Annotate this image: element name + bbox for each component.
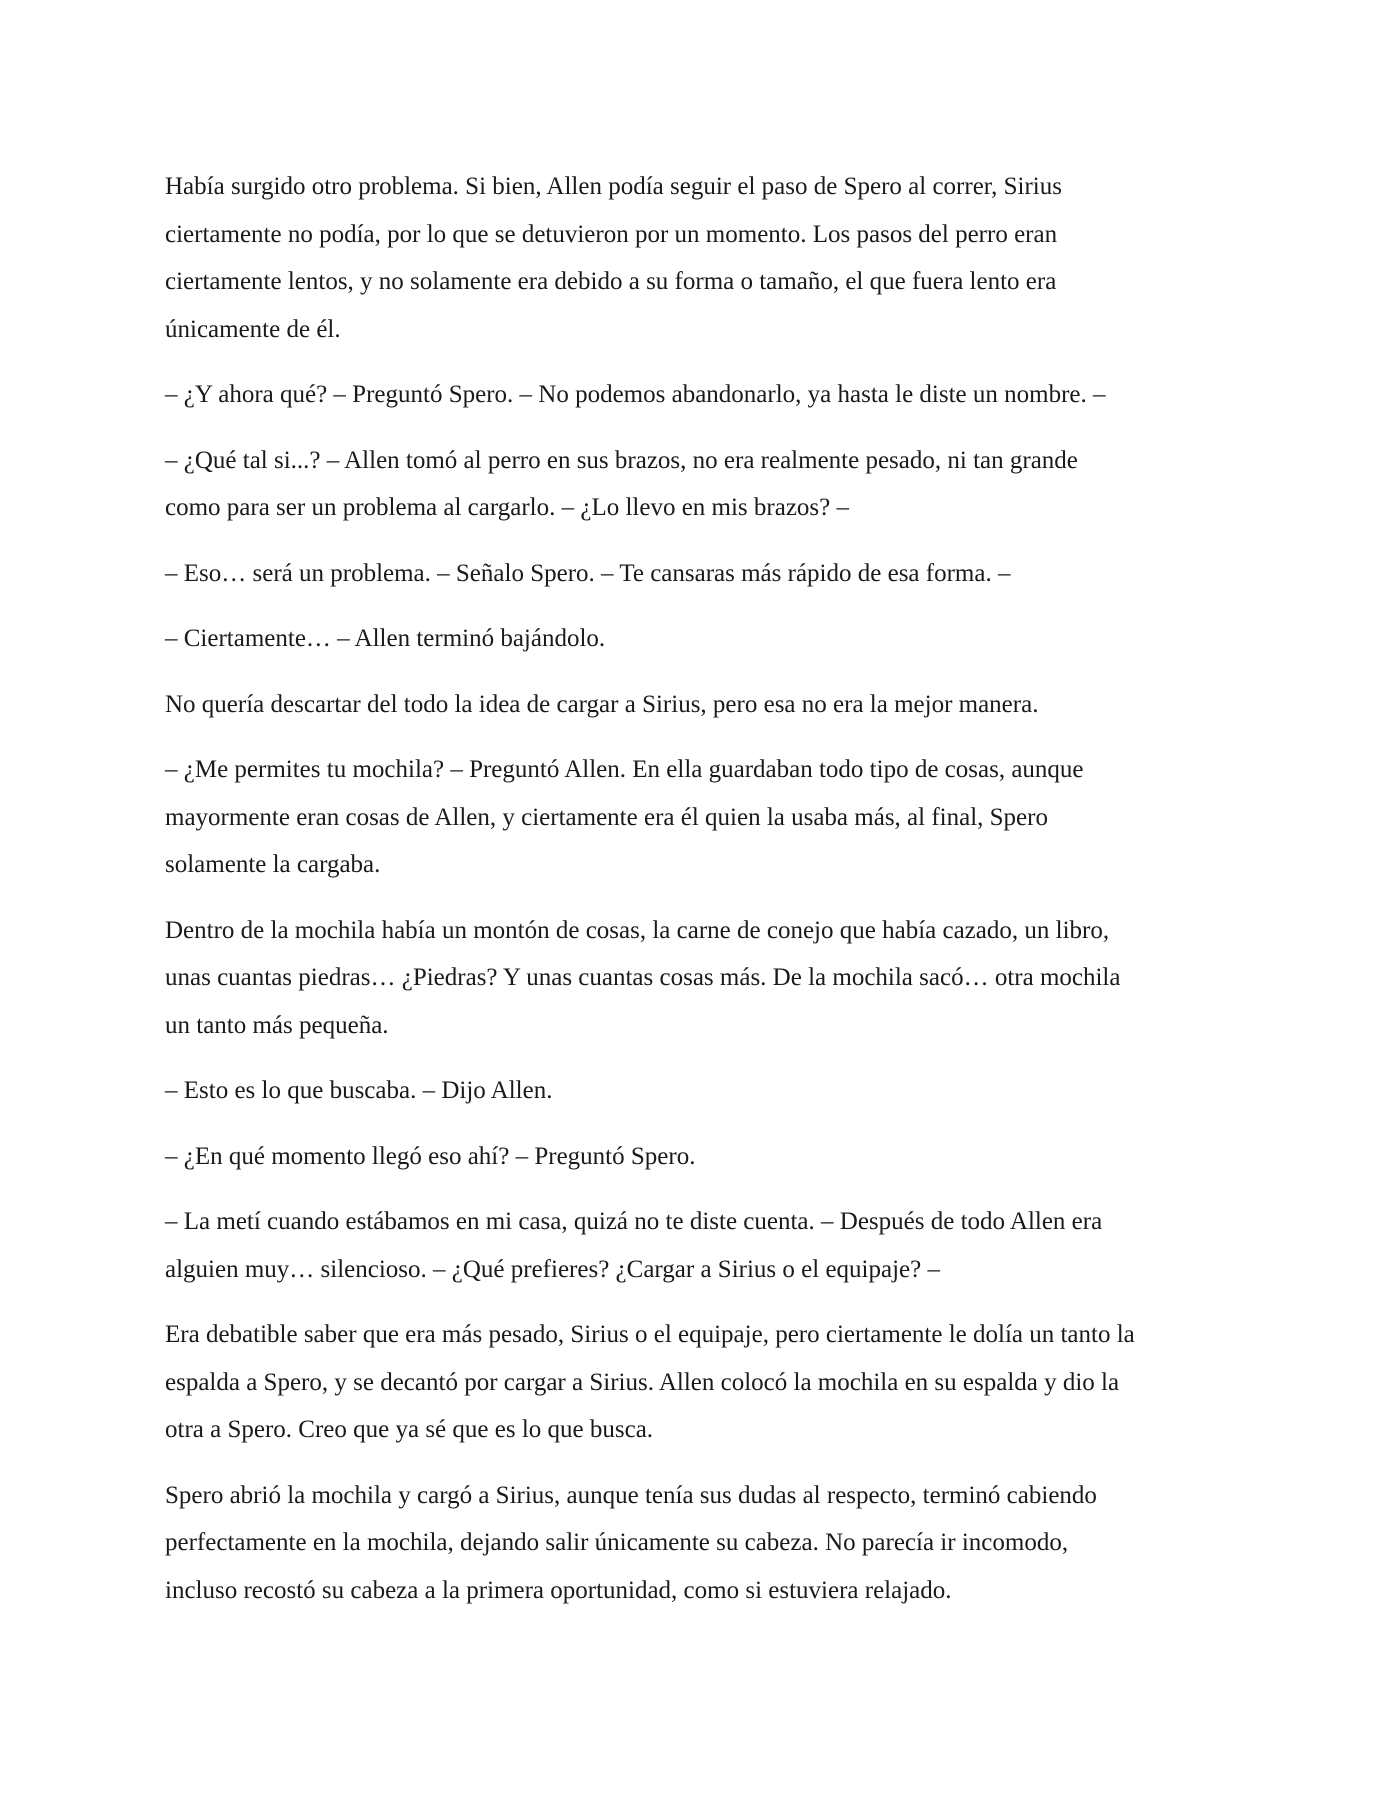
text-line: – ¿Qué tal si...? – Allen tomó al perro en sus brazos, no era realmente pesado, ni tan grande	[165, 446, 1078, 474]
text-line: un tanto más pequeña.	[165, 1011, 389, 1039]
paragraph	[165, 681, 1240, 729]
dialogue-paragraph	[165, 371, 1240, 419]
text-line: – Ciertamente… – Allen terminó bajándolo.	[165, 625, 606, 652]
text-line: otra a Spero. Creo que ya sé que es lo que busca.	[165, 1416, 654, 1443]
dialogue-paragraph	[165, 615, 1240, 663]
dialogue-paragraph	[165, 746, 1240, 889]
text-line: incluso recostó su cabeza a la primera oportunidad, como si estuviera relajado.	[165, 1576, 952, 1604]
text-line: – Eso… será un problema. – Señalo Spero. – Te cansaras más rápido de esa forma. –	[165, 559, 1011, 587]
text-line: No quería descartar del todo la idea de cargar a Sirius, pero esa no era la mejor manera.	[165, 690, 1039, 718]
text-line: solamente la cargaba.	[165, 851, 381, 878]
text-line: mayormente eran cosas de Allen, y ciertamente era él quien la usaba más, al final, Spero	[165, 803, 1048, 831]
text-line: alguien muy… silencioso. – ¿Qué prefieres? ¿Cargar a Sirius o el equipaje? –	[165, 1255, 940, 1283]
dialogue-paragraph	[165, 1198, 1240, 1293]
text-line: ciertamente no podía, por lo que se detuvieron por un momento. Los pasos del perro eran	[165, 220, 1058, 248]
dialogue-paragraph	[165, 437, 1240, 532]
paragraph	[165, 163, 1240, 353]
text-line: Spero abrió la mochila y cargó a Sirius, aunque tenía sus dudas al respecto, terminó cabiendo	[165, 1481, 1097, 1509]
paragraph	[165, 1311, 1240, 1454]
text-line: – La metí cuando estábamos en mi casa, quizá no te diste cuenta. – Después de todo Allen era	[165, 1208, 1103, 1235]
dialogue-paragraph	[165, 1133, 1240, 1181]
text-line: perfectamente en la mochila, dejando salir únicamente su cabeza. No parecía ir incomodo,	[165, 1529, 1069, 1556]
text-line: Había surgido otro problema. Si bien, Allen podía seguir el paso de Spero al correr, Sirius	[165, 173, 1062, 200]
text-line: espalda a Spero, y se decantó por cargar a Sirius. Allen colocó la mochila en su espalda y dio la	[165, 1368, 1120, 1396]
text-line: – ¿Y ahora qué? – Preguntó Spero. – No podemos abandonarlo, ya hasta le diste un nombre. –	[165, 381, 1106, 408]
dialogue-paragraph	[165, 1067, 1240, 1115]
document-body	[165, 163, 1240, 1632]
paragraph	[165, 1472, 1240, 1615]
text-line: únicamente de él.	[165, 315, 341, 343]
text-line: unas cuantas piedras… ¿Piedras? Y unas cuantas cosas más. De la mochila sacó… otra mochila	[165, 964, 1121, 991]
text-line: Dentro de la mochila había un montón de cosas, la carne de conejo que había cazado, un libro,	[165, 916, 1110, 944]
text-line: ciertamente lentos, y no solamente era debido a su forma o tamaño, el que fuera lento era	[165, 268, 1057, 295]
dialogue-paragraph	[165, 550, 1240, 598]
paragraph	[165, 907, 1240, 1050]
text-line: – Esto es lo que buscaba. – Dijo Allen.	[165, 1077, 553, 1104]
text-line: Era debatible saber que era más pesado, Sirius o el equipaje, pero ciertamente le dolía un tanto la	[165, 1321, 1135, 1348]
text-line: como para ser un problema al cargarlo. – ¿Lo llevo en mis brazos? –	[165, 494, 850, 521]
text-line: – ¿Me permites tu mochila? – Preguntó Allen. En ella guardaban todo tipo de cosas, aunque	[165, 756, 1084, 783]
text-line: – ¿En qué momento llegó eso ahí? – Preguntó Spero.	[165, 1142, 696, 1170]
